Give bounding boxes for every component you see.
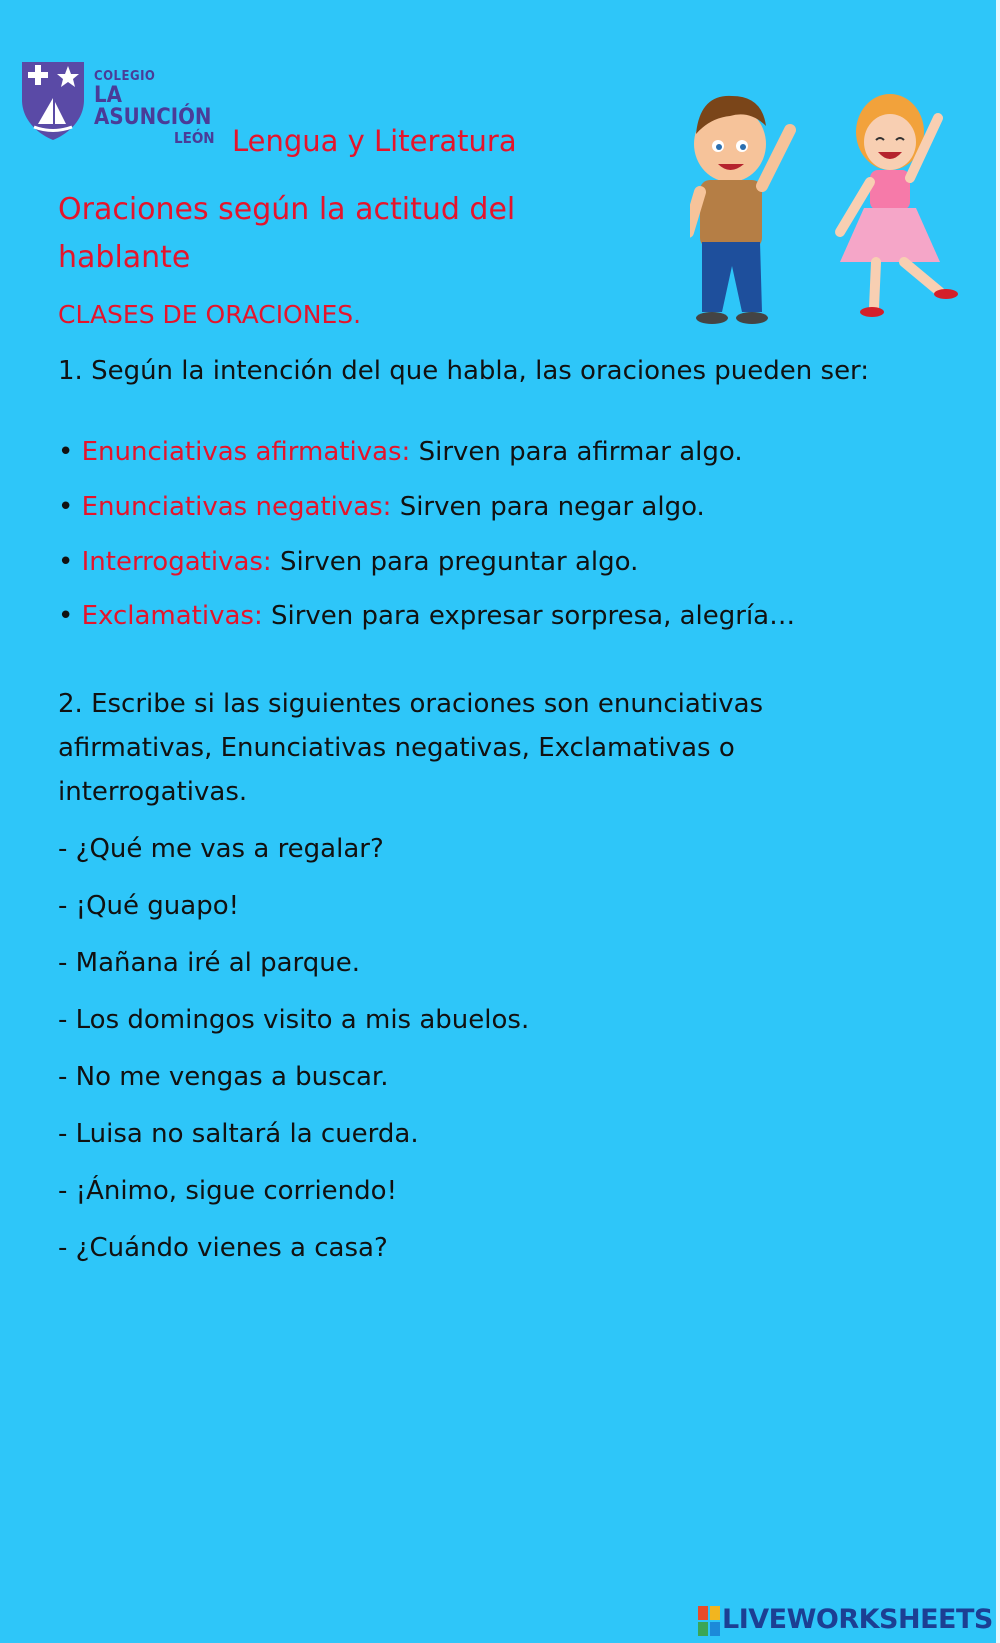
bullet-icon: • (58, 547, 74, 577)
list-item (58, 540, 638, 584)
list-item (58, 430, 743, 474)
school-logo (18, 58, 228, 148)
sentence-item: - ¡Ánimo, sigue corriendo! (58, 1176, 397, 1206)
logo-line-colegio: COLEGIO (94, 69, 156, 84)
sentence-item: - Los domingos visito a mis abuelos. (58, 1005, 530, 1035)
list-item-desc: Sirven para preguntar algo. (271, 547, 639, 577)
sentence-item: - No me vengas a buscar. (58, 1062, 389, 1092)
list-item-desc: Sirven para afirmar algo. (410, 437, 743, 467)
part1-intro: 1. Según la intención del que habla, las oraciones pueden ser: (58, 356, 870, 386)
part2-instruction: 2. Escribe si las siguientes oraciones son enunciativas afirmativas, Enunciativas negativas, Exclamativas o interrogativas. (58, 689, 764, 807)
page-title: Oraciones según la actitud del hablante (58, 192, 516, 275)
section-heading: CLASES DE ORACIONES. (58, 300, 362, 329)
list-item (58, 594, 795, 638)
list-item-term: Enunciativas afirmativas: (81, 437, 411, 467)
page-edge (996, 0, 1000, 1643)
sentence-item: - Luisa no saltará la cuerda. (58, 1119, 419, 1149)
liveworksheets-logo-icon (698, 1606, 720, 1636)
sentence-item: - Mañana iré al parque. (58, 948, 361, 978)
sentence-item: - ¿Qué me vas a regalar? (58, 834, 384, 864)
boy-figure (690, 96, 790, 324)
bullet-icon: • (58, 437, 74, 467)
bullet-icon: • (58, 492, 74, 522)
kids-illustration (690, 82, 995, 342)
list-item-desc: Sirven para expresar sorpresa, alegría… (262, 601, 796, 631)
girl-figure (840, 94, 958, 317)
logo-line-name: LA ASUNCIÓN (94, 83, 212, 130)
list-item-term: Interrogativas: (81, 547, 272, 577)
logo-line-city: LEÓN (174, 129, 215, 147)
list-item-term: Enunciativas negativas: (81, 492, 392, 522)
footer-brand: LIVEWORKSHEETS (722, 1604, 993, 1635)
bullet-icon: • (58, 601, 74, 631)
sentence-item: - ¿Cuándo vienes a casa? (58, 1233, 388, 1263)
list-item (58, 485, 705, 529)
subject-title: Lengua y Literatura (232, 124, 517, 158)
list-item-term: Exclamativas: (81, 601, 263, 631)
shield-icon (18, 58, 88, 142)
list-item-desc: Sirven para negar algo. (391, 492, 705, 522)
sentence-item: - ¡Qué guapo! (58, 891, 240, 921)
